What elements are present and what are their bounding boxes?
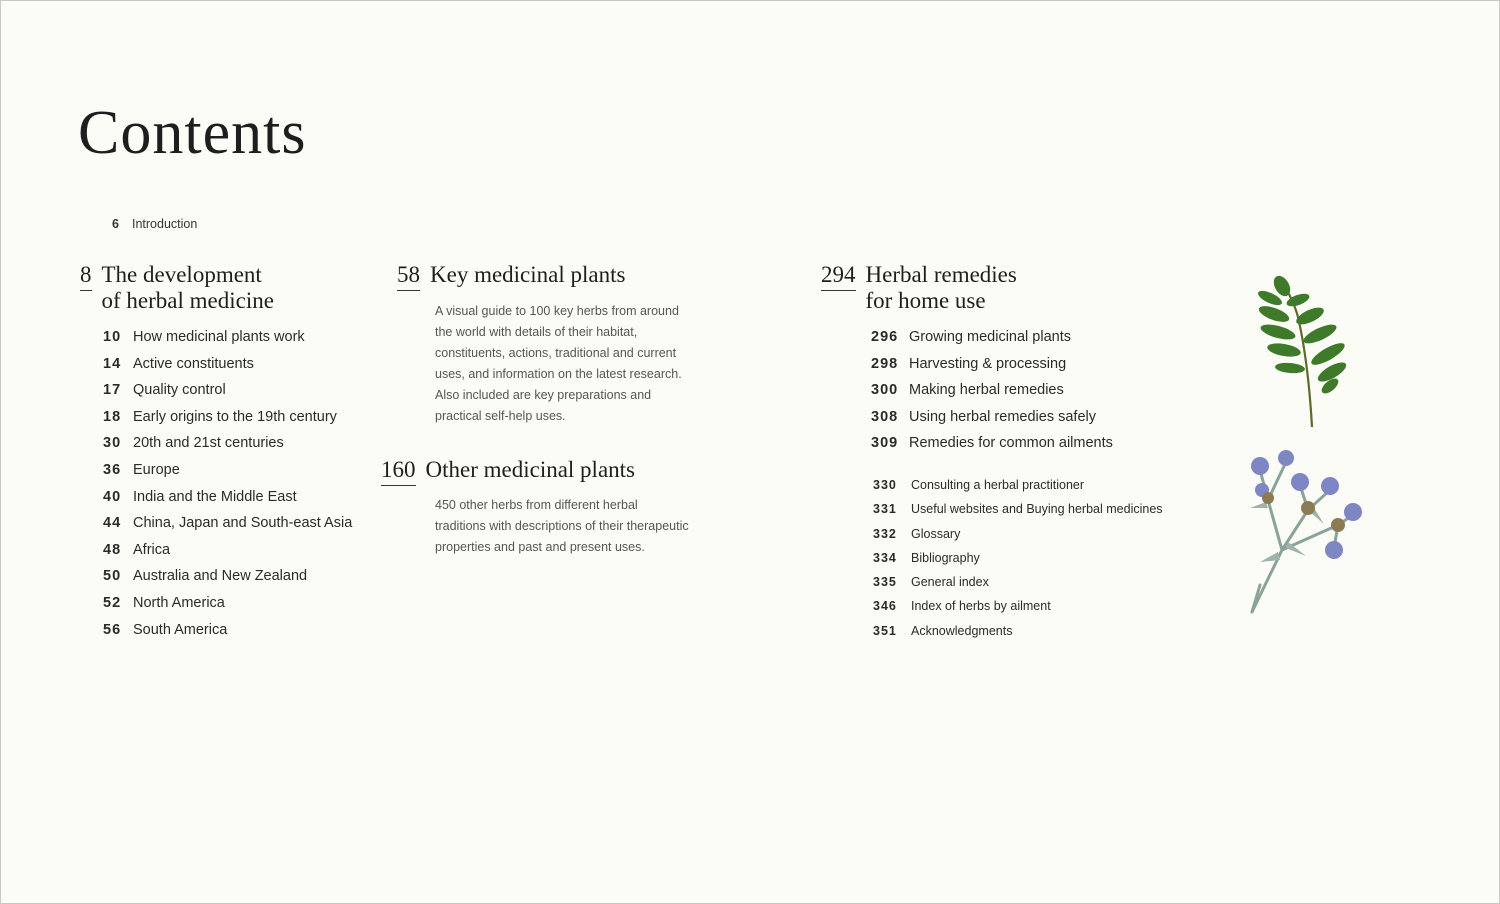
toc-page-number: 300 xyxy=(871,382,899,399)
toc-entry[interactable] xyxy=(871,404,1113,431)
toc-entry[interactable] xyxy=(871,377,1113,404)
section-description xyxy=(435,495,689,558)
toc-entry[interactable] xyxy=(873,619,1163,643)
toc-entry-label: Harvesting & processing xyxy=(909,355,1067,372)
toc-page-number: 14 xyxy=(103,355,122,372)
description-line: uses, and information on the latest research. xyxy=(435,366,682,381)
toc-page-number: 308 xyxy=(871,408,899,425)
sea-holly-icon xyxy=(1238,440,1373,620)
toc-page-number: 17 xyxy=(103,382,122,399)
toc-entry-label: China, Japan and South-east Asia xyxy=(133,515,353,532)
section-description xyxy=(435,301,682,426)
toc-entry-label: Active constituents xyxy=(133,355,254,372)
toc-entry[interactable] xyxy=(871,324,1113,351)
toc-page-number: 330 xyxy=(873,478,897,492)
section-title xyxy=(102,262,274,314)
toc-entry-label: Introduction xyxy=(132,217,198,231)
toc-page-number: 52 xyxy=(103,594,122,611)
description-line: practical self-help uses. xyxy=(435,408,566,423)
section-heading-development[interactable] xyxy=(80,262,274,314)
toc-page-number: 40 xyxy=(103,488,122,505)
description-line: 450 other herbs from different herbal xyxy=(435,498,638,512)
toc-entry-label: Bibliography xyxy=(911,550,980,565)
toc-page-number: 351 xyxy=(873,623,897,638)
section-page-number: 160 xyxy=(381,457,416,486)
toc-entry-label: Africa xyxy=(133,541,171,558)
toc-entry[interactable] xyxy=(103,590,352,617)
toc-page-number: 298 xyxy=(871,355,899,372)
section-title-line: of herbal medicine xyxy=(101,288,274,313)
toc-entry-label: Useful websites and Buying herbal medicines xyxy=(911,502,1163,517)
toc-entry[interactable] xyxy=(103,351,352,378)
description-line: properties and past and present uses. xyxy=(435,539,645,554)
section-title: Other medicinal plants xyxy=(425,457,635,482)
section-title-line: The development xyxy=(101,262,262,287)
toc-entry-label: Early origins to the 19th century xyxy=(133,408,337,425)
section-title-line: Herbal remedies xyxy=(865,262,1017,287)
toc-entry-introduction[interactable] xyxy=(112,217,197,231)
toc-page-number: 10 xyxy=(103,329,122,345)
toc-page-number: 296 xyxy=(871,329,899,345)
toc-entry[interactable] xyxy=(103,404,352,431)
toc-entry-label: Glossary xyxy=(911,526,961,541)
toc-page-number: 44 xyxy=(103,515,122,532)
toc-entry-label: India and the Middle East xyxy=(133,488,297,505)
toc-page-number: 346 xyxy=(873,599,897,614)
toc-entry-label: South America xyxy=(133,621,228,638)
toc-entry-label: Making herbal remedies xyxy=(909,382,1064,399)
toc-entry-label: Consulting a herbal practitioner xyxy=(911,478,1085,492)
toc-entry[interactable] xyxy=(873,473,1163,497)
toc-entry[interactable] xyxy=(103,510,352,537)
description-line: constituents, actions, traditional and current xyxy=(435,345,677,360)
toc-page-number: 50 xyxy=(103,568,122,585)
toc-page-number: 309 xyxy=(871,435,899,452)
toc-entry-label: Index of herbs by ailment xyxy=(911,599,1051,614)
toc-entry[interactable] xyxy=(873,594,1163,618)
toc-entry[interactable] xyxy=(873,570,1163,594)
toc-page-number: 48 xyxy=(103,541,122,558)
toc-entry-label: 20th and 21st centuries xyxy=(133,435,284,452)
section-heading-other-plants[interactable] xyxy=(381,457,635,486)
toc-entry-label: How medicinal plants work xyxy=(133,329,305,345)
back-matter-list xyxy=(873,473,1163,643)
section-title-line: for home use xyxy=(865,288,986,313)
toc-entry[interactable] xyxy=(873,546,1163,570)
section-development-list xyxy=(103,324,352,643)
toc-entry-label: Remedies for common ailments xyxy=(909,435,1113,452)
toc-page-number: 18 xyxy=(103,408,122,425)
toc-entry-label: North America xyxy=(133,594,225,611)
toc-page-number: 36 xyxy=(103,461,122,478)
toc-entry[interactable] xyxy=(871,351,1113,378)
section-heading-key-plants[interactable] xyxy=(397,262,625,291)
toc-entry[interactable] xyxy=(103,324,352,351)
toc-entry[interactable] xyxy=(103,484,352,511)
toc-page-number: 30 xyxy=(103,435,122,452)
toc-page-number: 332 xyxy=(873,526,897,541)
section-heading-home-remedies[interactable] xyxy=(821,262,1017,314)
toc-entry[interactable] xyxy=(103,457,352,484)
toc-page-number: 335 xyxy=(873,575,897,590)
section-page-number: 58 xyxy=(397,262,420,291)
toc-entry-label: General index xyxy=(911,575,989,590)
toc-entry[interactable] xyxy=(873,497,1163,521)
section-page-number: 8 xyxy=(80,262,92,291)
fern-leaf-icon xyxy=(1240,272,1370,432)
section-page-number: 294 xyxy=(821,262,856,291)
toc-entry-label: Growing medicinal plants xyxy=(909,329,1071,345)
toc-entry[interactable] xyxy=(103,537,352,564)
toc-entry-label: Quality control xyxy=(133,382,226,399)
section-home-remedies-list xyxy=(871,324,1113,457)
section-title xyxy=(866,262,1017,314)
toc-entry[interactable] xyxy=(103,430,352,457)
section-title: Key medicinal plants xyxy=(430,262,626,287)
description-line: traditions with descriptions of their therapeutic xyxy=(435,518,689,533)
toc-page-number: 334 xyxy=(873,550,897,565)
toc-page-number: 331 xyxy=(873,502,897,517)
toc-entry[interactable] xyxy=(103,617,352,644)
description-line: Also included are key preparations and xyxy=(435,387,652,402)
toc-page-number: 6 xyxy=(112,217,119,231)
toc-entry-label: Europe xyxy=(133,461,180,478)
toc-entry[interactable] xyxy=(103,563,352,590)
description-line: the world with details of their habitat, xyxy=(435,324,638,339)
page-title: Contents xyxy=(78,99,307,167)
toc-entry-label: Using herbal remedies safely xyxy=(909,408,1096,425)
description-line: A visual guide to 100 key herbs from around xyxy=(435,304,679,318)
toc-entry[interactable] xyxy=(871,430,1113,457)
toc-entry[interactable] xyxy=(103,377,352,404)
toc-entry-label: Acknowledgments xyxy=(911,623,1013,638)
toc-entry[interactable] xyxy=(873,522,1163,546)
toc-entry-label: Australia and New Zealand xyxy=(133,568,308,585)
toc-page-number: 56 xyxy=(103,621,122,638)
